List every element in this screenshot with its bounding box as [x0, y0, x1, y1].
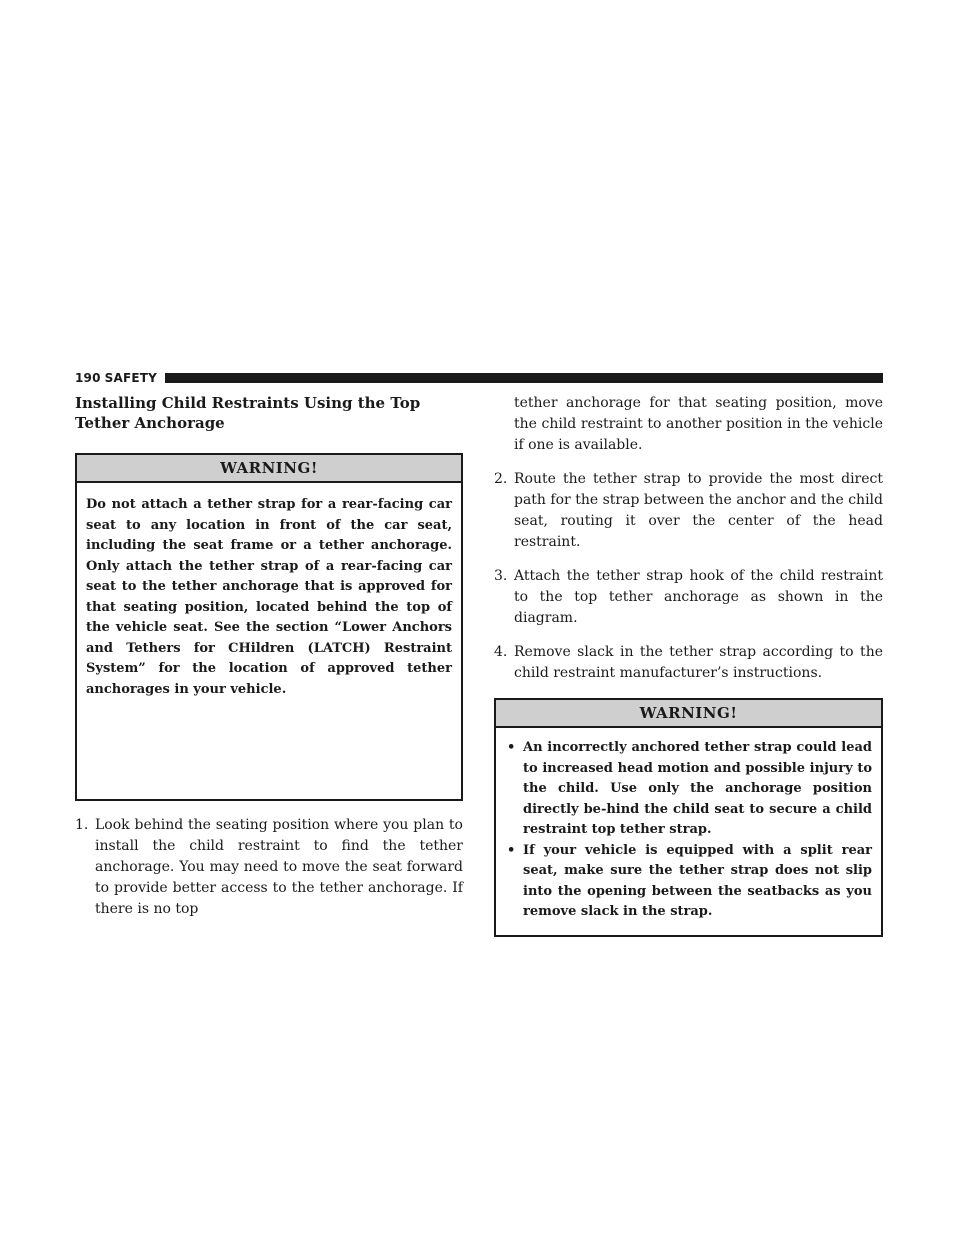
- warning-list-item: [505, 738, 872, 841]
- step-text: Look behind the seating position where you plan to install the child restraint to find the tether anchorage. You may need to move the seat forward to provide better access to the tether anchorage. If there is no top: [95, 817, 463, 917]
- bullet-icon: •: [507, 740, 516, 755]
- warning-text: Do not attach a tether strap for a rear-facing car seat to any location in front of the car seat, including the seat frame or a tether anchorage. Only attach the tether strap of a rear-facing car seat to the tether anchorage that is approved for that seating position, located behind the top of the vehicle seat. See the section “Lower Anchors and Tethers for CHildren (LATCH) Restraint System” for the location of approved tether anchorages in your vehicle.: [86, 497, 452, 697]
- warning-list-item: [505, 841, 872, 923]
- bullet-icon: •: [507, 842, 516, 858]
- step-item: [75, 815, 463, 920]
- step-text: Remove slack in the tether strap according to the child restraint manufacturer’s instructions.: [514, 644, 883, 681]
- header-rule: [165, 373, 883, 383]
- warning-body: [496, 728, 881, 935]
- section-title: Installing Child Restraints Using the Top Tether Anchorage: [75, 394, 421, 432]
- step-item: [494, 469, 883, 553]
- step-item: [494, 566, 883, 629]
- step-continuation: tether anchorage for that seating position, move the child restraint to another position in the vehicle if one is available.: [514, 395, 883, 453]
- step-number: 3.: [494, 568, 508, 584]
- left-column: [75, 393, 463, 920]
- warning-list: [505, 738, 872, 923]
- section-name: SAFETY: [104, 371, 158, 385]
- right-column: [494, 393, 883, 937]
- warning-item-text: If your vehicle is equipped with a split rear seat, make sure the tether strap does not slip into the opening between the seatbacks as you remove slack in the strap.: [523, 842, 872, 919]
- warning-heading: WARNING!: [496, 700, 881, 728]
- step-text: Route the tether strap to provide the most direct path for the strap between the anchor and the child seat, routing it over the center of the head restraint.: [514, 471, 883, 550]
- step-item: [494, 642, 883, 684]
- step-number: 2.: [494, 471, 508, 487]
- warning-box-left: [75, 453, 463, 801]
- step-text: Attach the tether strap hook of the child restraint to the top tether anchorage as shown in the diagram.: [514, 568, 883, 626]
- step-number: 4.: [494, 644, 508, 660]
- step-number: 1.: [75, 817, 89, 833]
- warning-item-text: An incorrectly anchored tether strap could lead to increased head motion and possible injury to the child. Use only the anchorage position directly be-hind the child seat to secure a child restraint top tether strap.: [523, 740, 872, 837]
- steps-list-right: [494, 469, 883, 684]
- page-header: [75, 371, 883, 385]
- warning-box-right: [494, 698, 883, 937]
- steps-list-left: [75, 815, 463, 920]
- warning-heading: WARNING!: [77, 455, 461, 483]
- page-number: 190: [75, 371, 101, 385]
